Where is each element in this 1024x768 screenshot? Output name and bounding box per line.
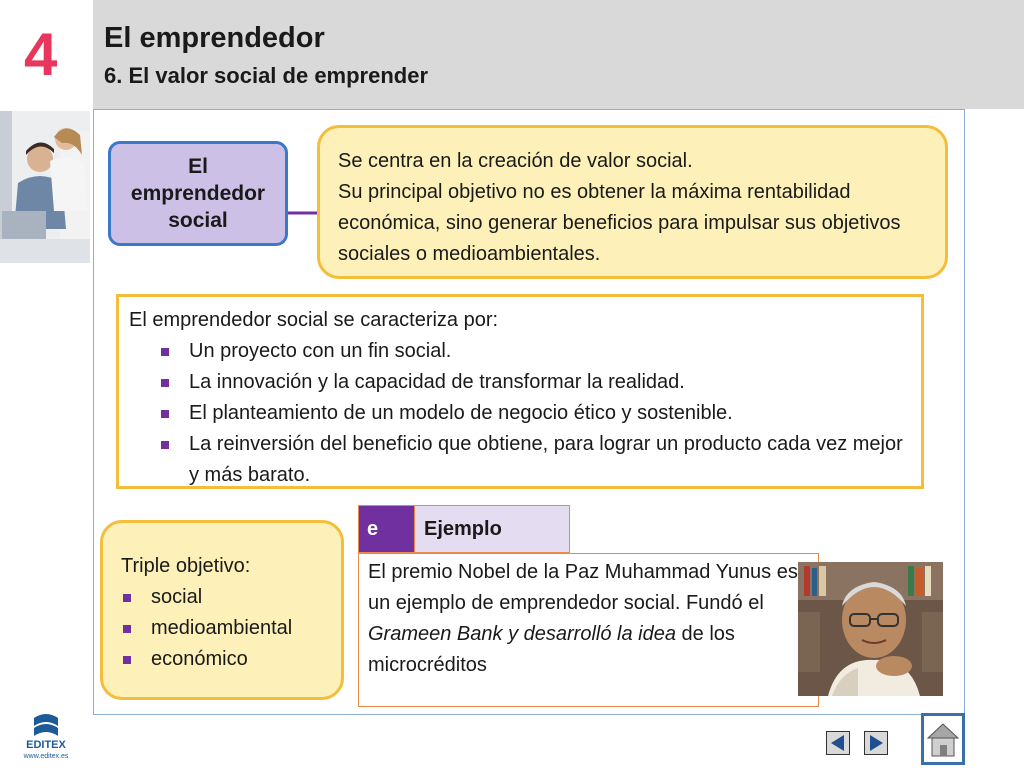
triple-title: Triple objetivo: [121,555,251,577]
triple-objective-box [100,520,344,700]
people-at-laptop-photo [0,111,90,263]
square-bullet-icon [161,410,169,418]
features-intro: El emprendedor social se caracteriza por: [129,309,499,331]
logo-url: www.editex.es [23,753,69,760]
muhammad-yunus-photo [798,562,943,696]
previous-slide-button[interactable] [826,731,850,755]
square-bullet-icon [123,594,131,602]
example-text-italic: Grameen Bank y desarrolló la idea [368,623,676,645]
list-item [129,336,911,367]
square-bullet-icon [123,625,131,633]
list-item [129,367,911,398]
logo-brand: EDITEX [26,739,66,751]
page-subtitle: 6. El valor social de emprender [104,63,429,88]
home-icon [924,716,962,762]
list-item [121,644,341,675]
list-item [121,582,341,613]
editex-logo [18,712,74,762]
home-button[interactable] [921,713,965,765]
feature-text: La innovación y la capacidad de transformar la realidad. [189,371,685,393]
objective-text: económico [151,648,248,670]
features-box [116,294,924,489]
example-text-start: El premio Nobel de la Paz Muhammad Yunus es un ejemplo de emprendedor social. Fundó el [368,561,798,614]
triangle-right-icon [865,732,887,754]
features-list [129,336,911,491]
square-bullet-icon [161,441,169,449]
definition-box [317,125,948,279]
concept-box [108,141,288,246]
square-bullet-icon [161,348,169,356]
example-label: Ejemplo [415,505,570,553]
example-tag: e [358,505,415,553]
objective-text: medioambiental [151,617,293,639]
next-slide-button[interactable] [864,731,888,755]
chapter-number: 4 [24,21,58,88]
page-title: El emprendedor [104,22,325,54]
example-text-end: de los microcréditos [368,623,735,676]
list-item [129,398,911,429]
definition-line-2: Su principal objetivo no es obtener la máxima rentabilidad económica, sino generar beneficios para impulsar sus objetivos sociales o medioambientales. [338,181,901,265]
definition-line-1: Se centra en la creación de valor social. [338,150,693,172]
objective-text: social [151,586,203,608]
concept-label: El emprendedor social [130,155,266,232]
example-box [358,553,819,707]
triangle-left-icon [827,732,849,754]
list-item [129,429,911,491]
list-item [121,613,341,644]
square-bullet-icon [161,379,169,387]
feature-text: Un proyecto con un fin social. [189,340,452,362]
square-bullet-icon [123,656,131,664]
feature-text: La reinversión del beneficio que obtiene, para lograr un producto cada vez mejor y más barato. [189,433,903,486]
triple-list [121,582,341,675]
feature-text: El planteamiento de un modelo de negocio ético y sostenible. [189,402,733,424]
